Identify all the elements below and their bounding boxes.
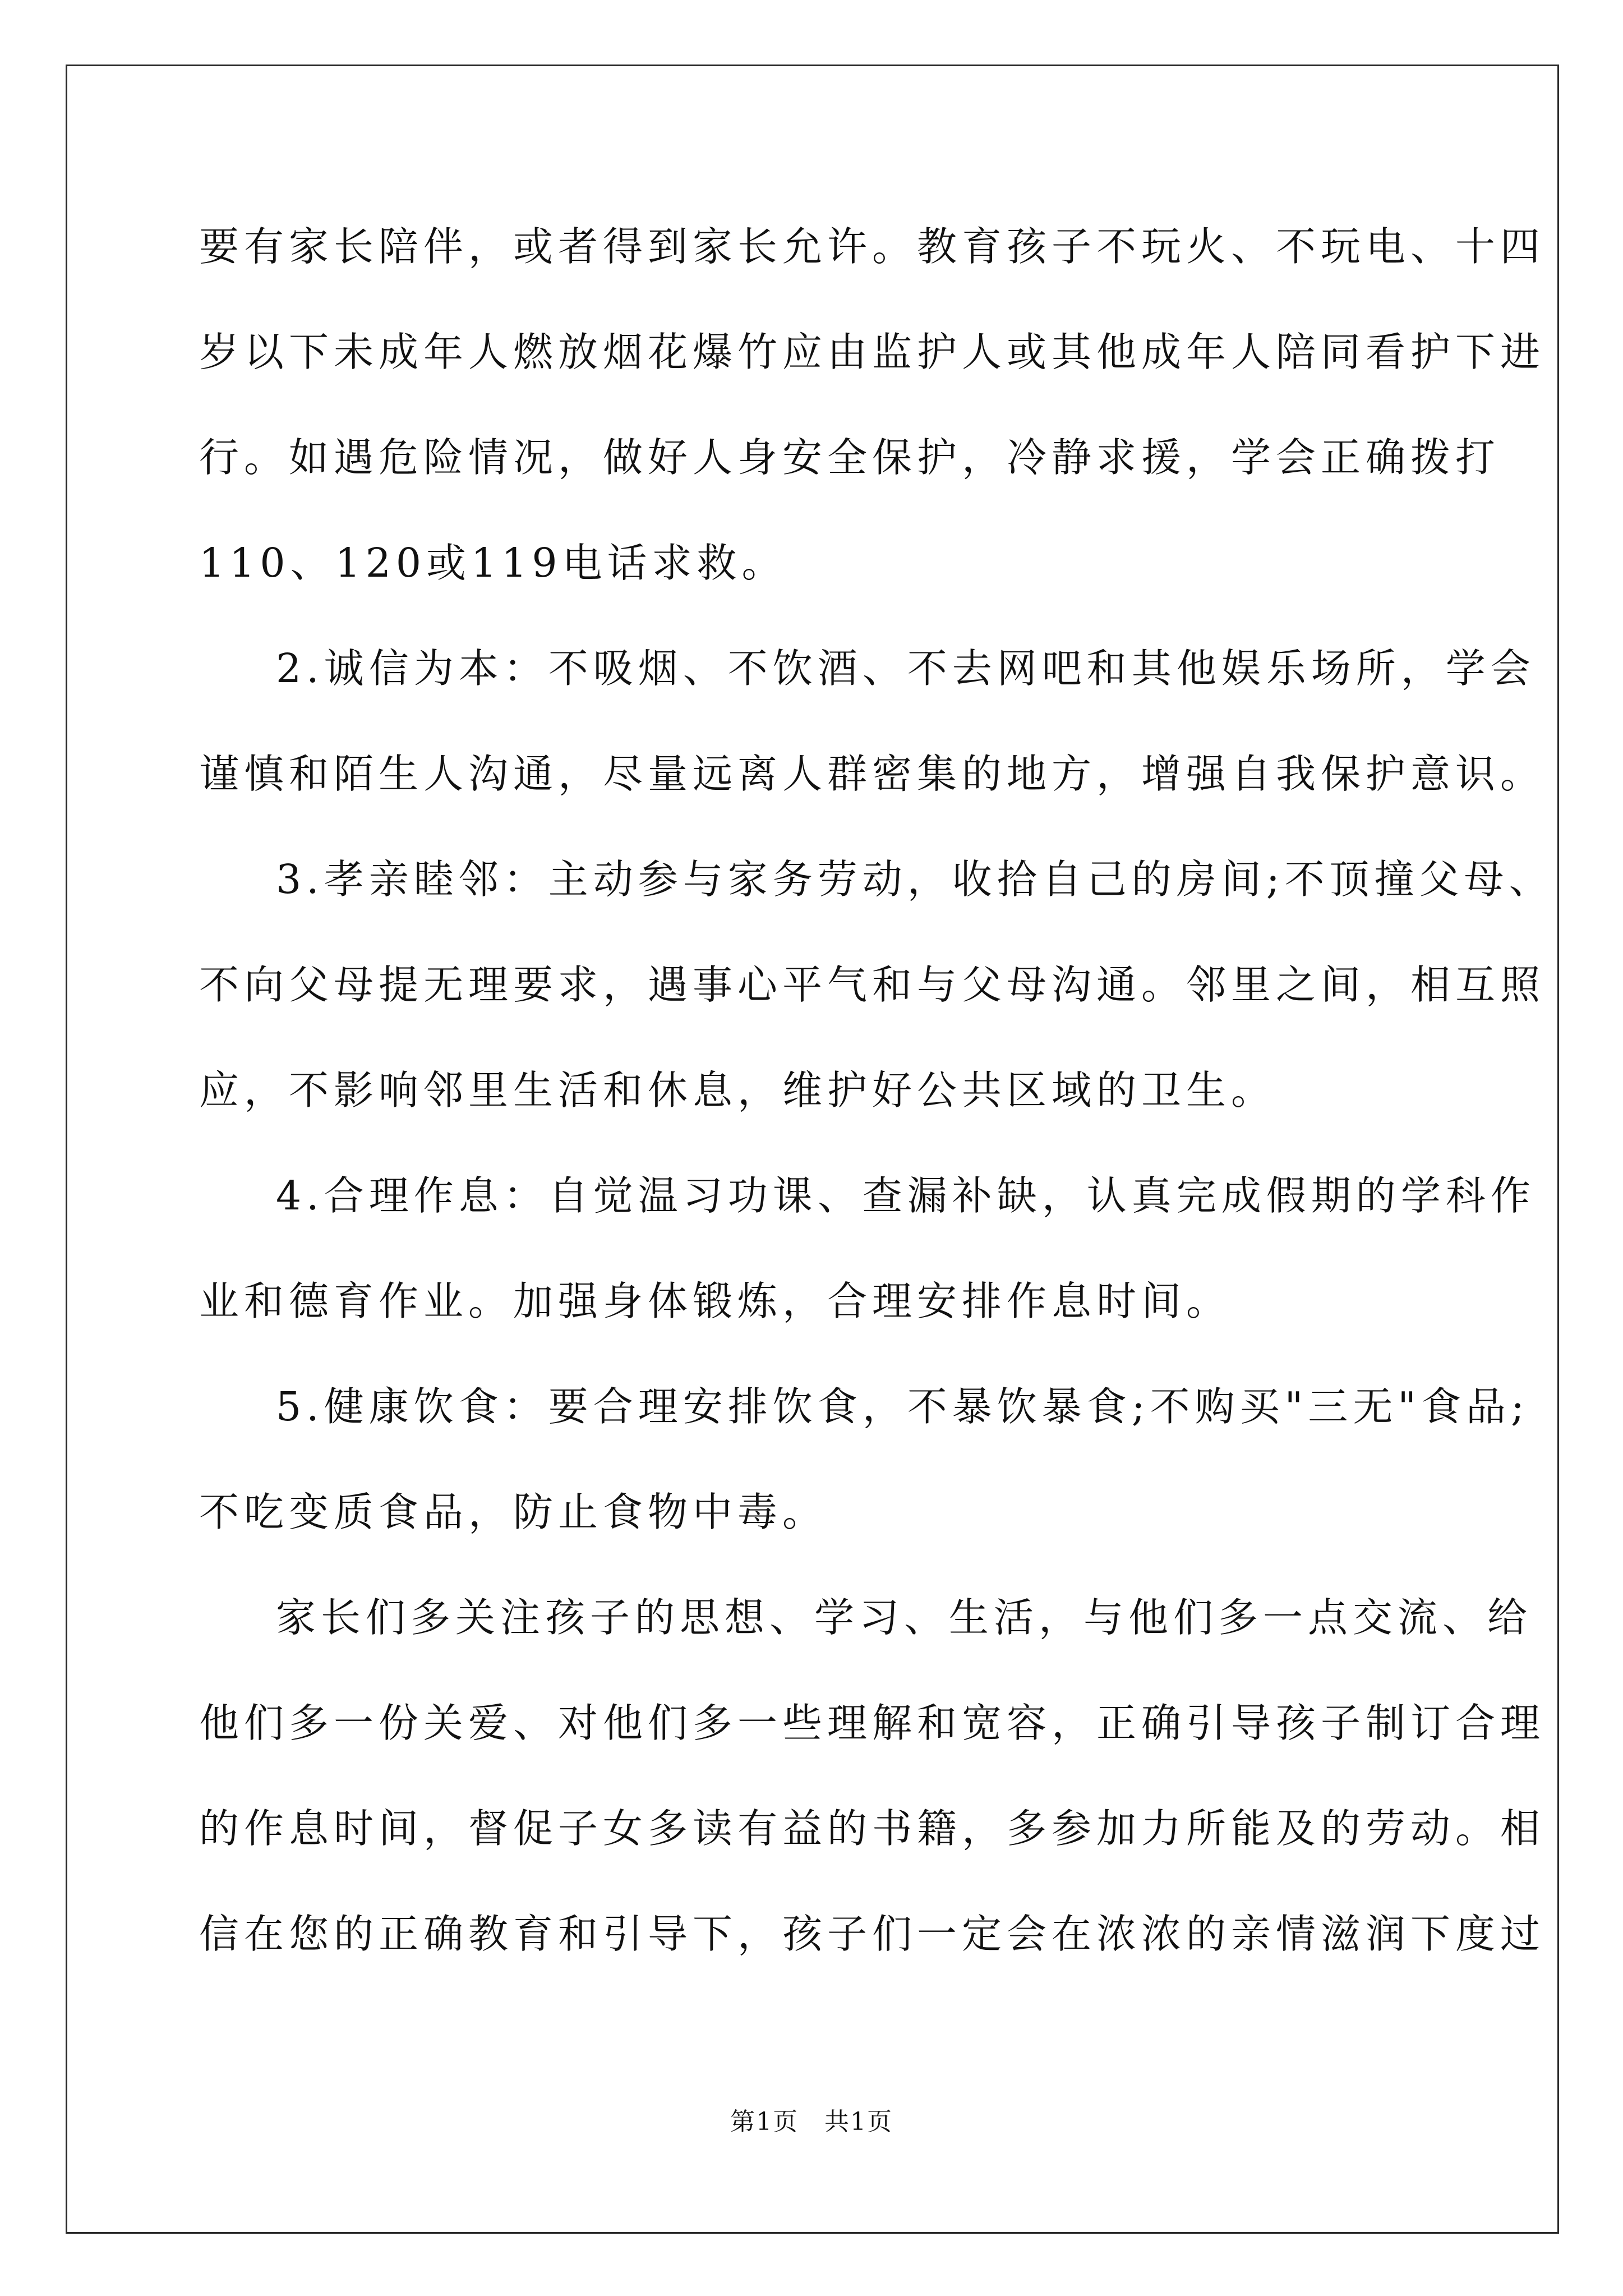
text-line: 谨慎和陌生人沟通，尽量远离人群密集的地方，增强自我保护意识。 [199,751,1546,797]
page-number: 第1页 共1页 [730,2108,893,2136]
text-line: 要有家长陪伴，或者得到家长允许。教育孩子不玩火、不玩电、十四 [199,223,1546,270]
paragraph-start: 5.健康饮食：要合理安排饮食，不暴饮暴食;不购买"三无"食品; [276,1383,1529,1430]
text-line: 不向父母提无理要求，遇事心平气和与父母沟通。邻里之间，相互照 [199,961,1546,1008]
text-line: 的作息时间，督促子女多读有益的书籍，多参加力所能及的劳动。相 [199,1805,1546,1852]
text-line: 信在您的正确教育和引导下，孩子们一定会在浓浓的亲情滋润下度过 [199,1911,1546,1957]
paragraph-start: 4.合理作息：自觉温习功课、查漏补缺，认真完成假期的学科作 [276,1172,1536,1219]
text-line: 他们多一份关爱、对他们多一些理解和宽容，正确引导孩子制订合理 [199,1700,1546,1746]
paragraph-start: 2.诚信为本：不吸烟、不饮酒、不去网吧和其他娱乐场所，学会 [276,645,1536,692]
paragraph-start: 3.孝亲睦邻：主动参与家务劳动，收拾自己的房间;不顶撞父母、 [276,856,1554,903]
paragraph-start: 家长们多关注孩子的思想、学习、生活，与他们多一点交流、给 [276,1594,1533,1641]
text-line: 岁以下未成年人燃放烟花爆竹应由监护人或其他成年人陪同看护下进 [199,329,1546,375]
text-line: 不吃变质食品，防止食物中毒。 [199,1489,828,1535]
text-line: 业和德育作业。加强身体锻炼，合理安排作息时间。 [199,1278,1232,1324]
text-line: 行。如遇危险情况，做好人身安全保护，冷静求援，学会正确拨打 [199,434,1501,481]
text-line: 110、120或119电话求救。 [199,540,787,586]
text-line: 应，不影响邻里生活和休息，维护好公共区域的卫生。 [199,1067,1276,1114]
